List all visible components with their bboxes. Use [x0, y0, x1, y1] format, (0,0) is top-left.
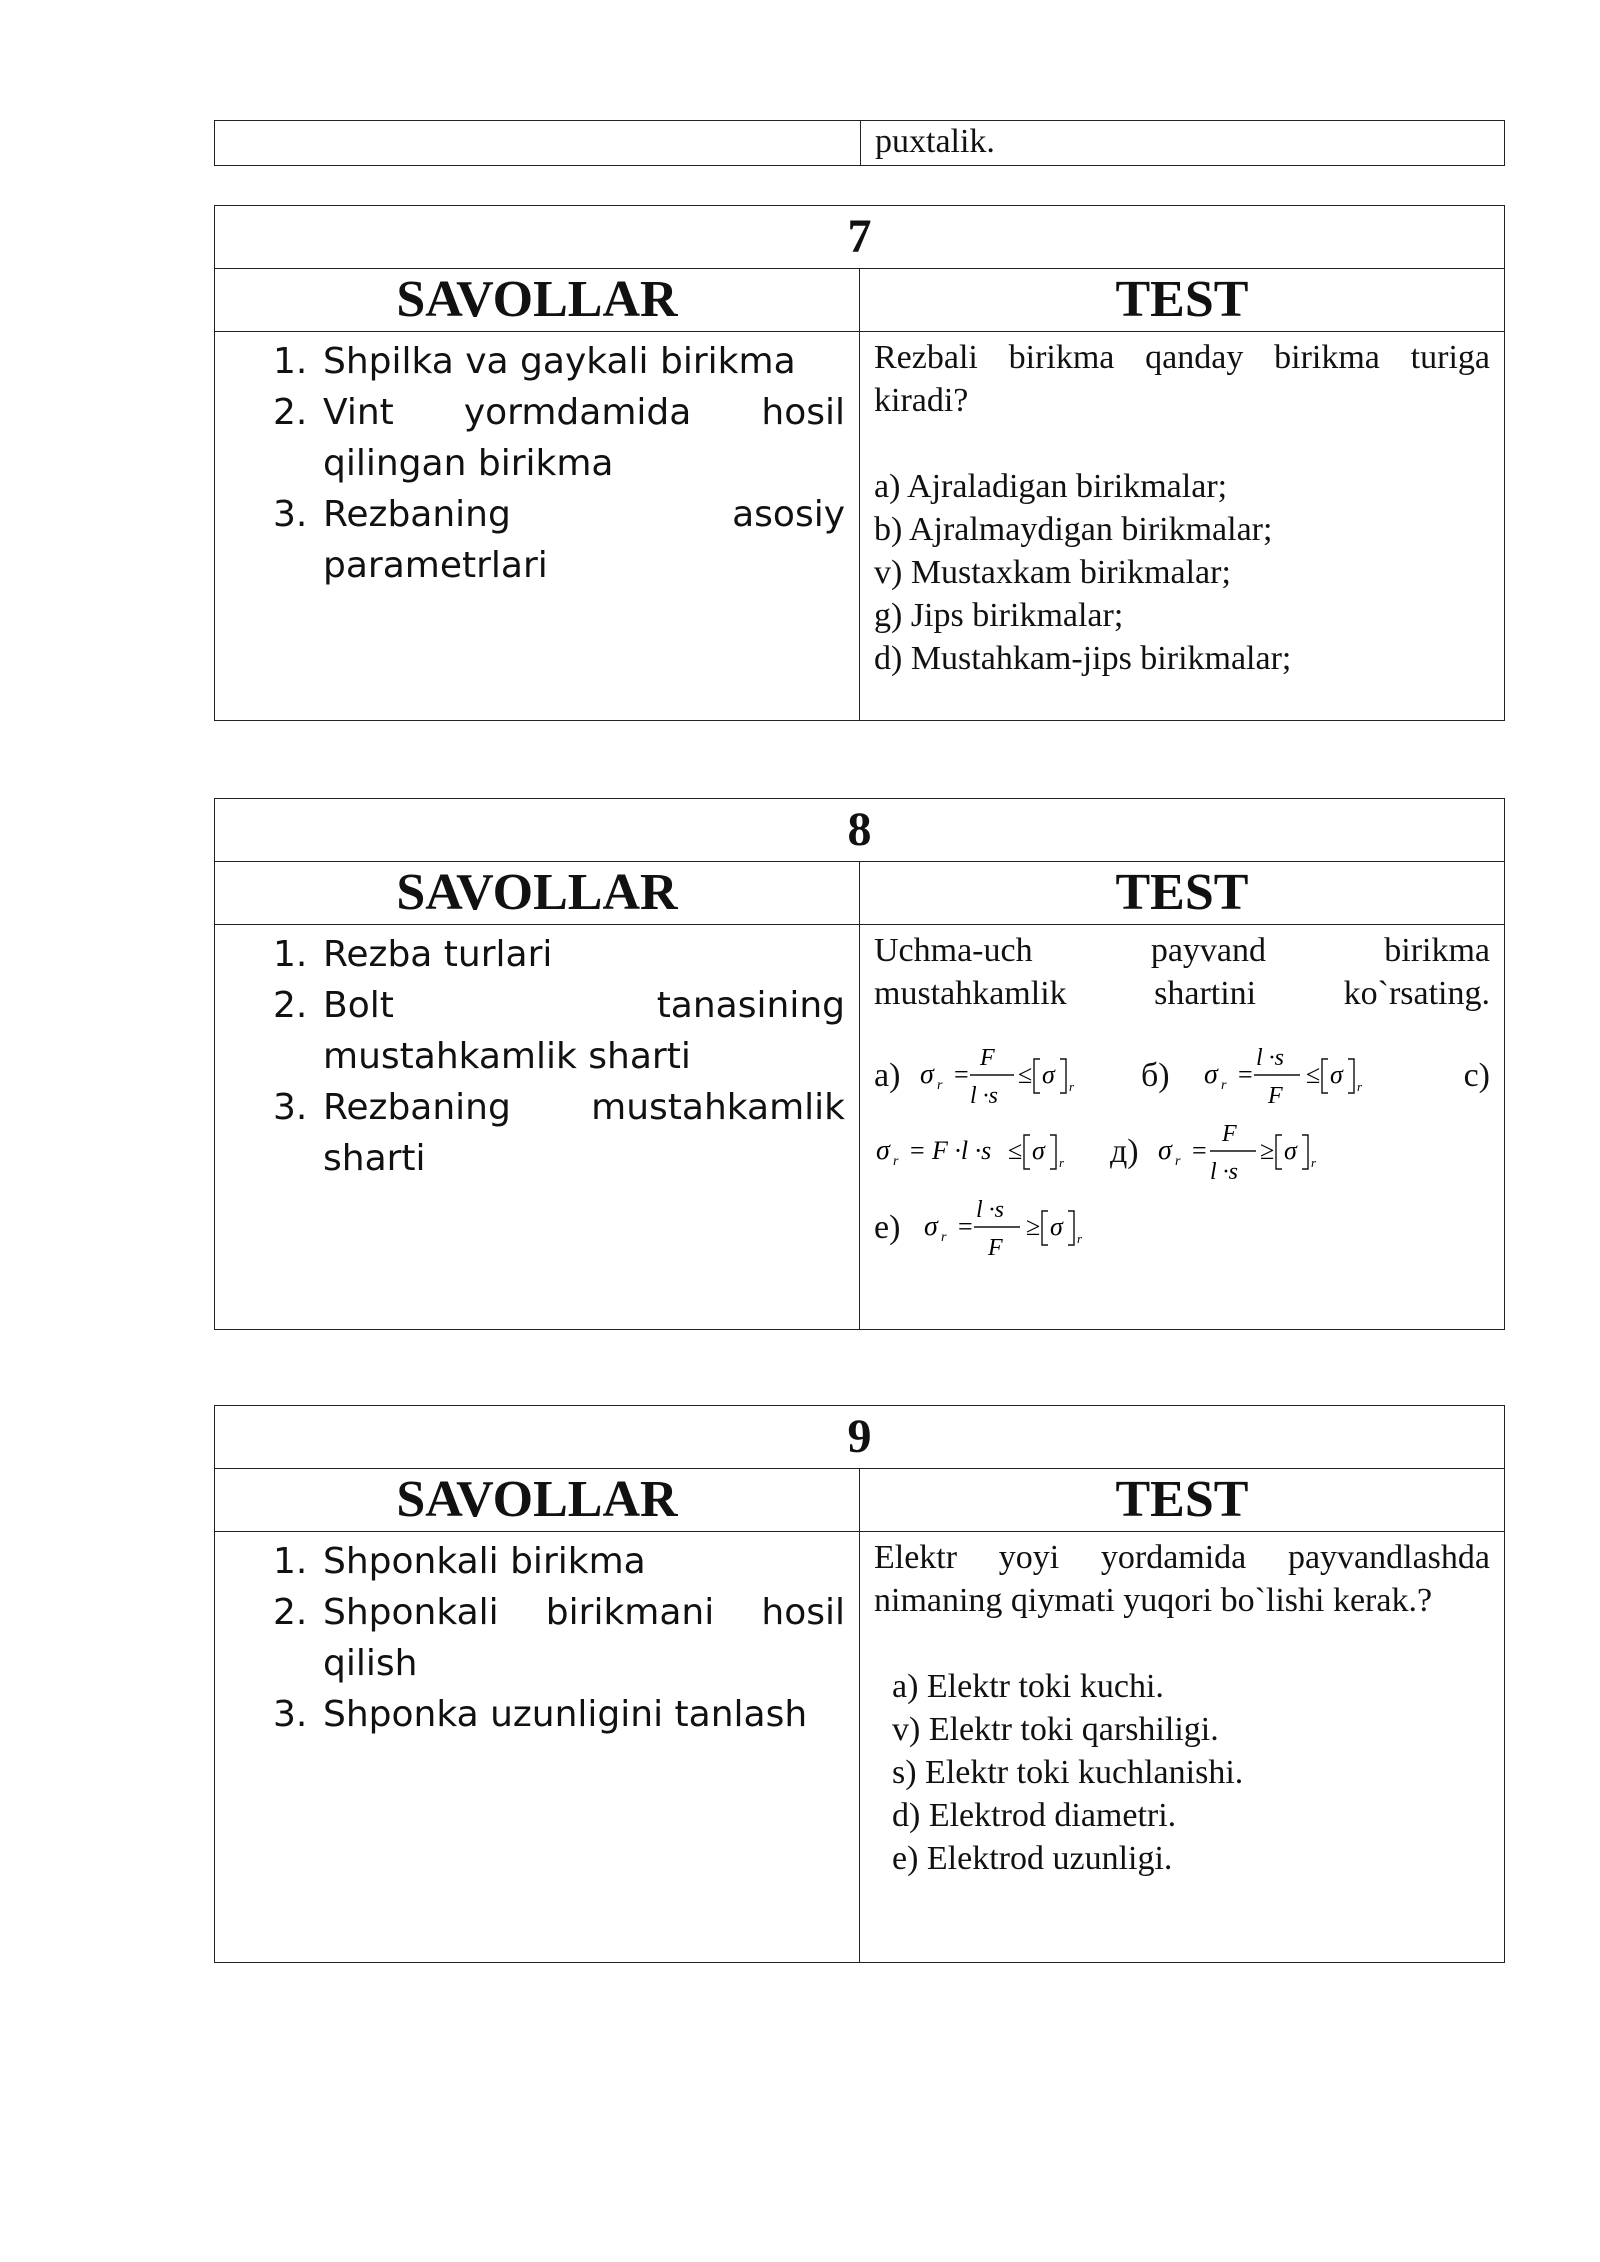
svg-text:F: F — [1222, 1121, 1237, 1147]
block-9-test-header: TEST — [860, 1469, 1505, 1532]
list-item: 1. Rezba turlari — [273, 934, 553, 975]
svg-text:r: r — [1069, 1079, 1075, 1094]
svg-text:l ·s: l ·s — [970, 1083, 999, 1109]
top-fragment-right-cell — [861, 121, 1505, 166]
block-9-table — [214, 1405, 1505, 1963]
block-9-options — [874, 1665, 1490, 1880]
svg-text:r: r — [1221, 1078, 1227, 1093]
svg-text:F: F — [988, 1235, 1003, 1261]
svg-text:σ: σ — [920, 1059, 934, 1090]
svg-text:σ: σ — [1204, 1059, 1218, 1090]
svg-text:F: F — [980, 1045, 995, 1071]
block-7-table — [214, 205, 1505, 721]
svg-text:l ·s: l ·s — [976, 1197, 1005, 1223]
block-7-number: 7 — [215, 206, 1505, 269]
svg-text:≥: ≥ — [1026, 1212, 1041, 1241]
block-7-options — [874, 465, 1490, 680]
option-item: g) Jips birikmalar; — [874, 597, 1124, 634]
svg-text:≥: ≥ — [1260, 1136, 1275, 1165]
list-item: 3. Rezbaning mustahkamlik sharti — [273, 1087, 845, 1179]
svg-text:=: = — [1192, 1136, 1207, 1165]
svg-text:l ·s: l ·s — [1210, 1159, 1239, 1185]
svg-text:σ: σ — [1050, 1212, 1063, 1241]
svg-text:=: = — [954, 1060, 969, 1089]
block-8-table — [214, 798, 1505, 1330]
svg-text:r: r — [1059, 1155, 1065, 1170]
formula-row-1 — [874, 1037, 1490, 1113]
option-label-c: c) — [1463, 1057, 1490, 1094]
svg-text:F: F — [1268, 1083, 1283, 1109]
block-9-test-cell — [860, 1532, 1505, 1963]
block-8-test-question-line1: Uchma-uch payvand birikma — [874, 932, 1490, 969]
svg-text:F ·l ·s: F ·l ·s — [932, 1136, 992, 1165]
list-item: 2. Bolt tanasining mustahkamlik sharti — [273, 985, 845, 1077]
svg-text:=: = — [1238, 1060, 1253, 1089]
option-item: v) Elektr toki qarshiligi. — [892, 1711, 1219, 1748]
formula-row-2 — [874, 1113, 1490, 1189]
option-item: a) Ajraladigan birikmalar; — [874, 468, 1228, 505]
svg-text:r: r — [1311, 1155, 1317, 1170]
option-item: b) Ajralmaydigan birikmalar; — [874, 511, 1273, 548]
top-fragment-table — [214, 120, 1505, 166]
block-8-question-list — [215, 925, 859, 1184]
block-8-test-header: TEST — [860, 862, 1505, 925]
option-label-e: e) — [874, 1209, 901, 1246]
list-item: 2. Shponkali birikmani hosil qilish — [273, 1592, 845, 1684]
block-9-questions-cell — [215, 1532, 860, 1963]
list-item: 1. Shponkali birikma — [273, 1541, 646, 1582]
svg-text:σ: σ — [1042, 1060, 1055, 1089]
option-item: v) Mustaxkam birikmalar; — [874, 554, 1231, 591]
svg-text:r: r — [893, 1154, 899, 1169]
block-7-questions-cell — [215, 332, 860, 721]
list-item: 2. Vint yormdamida hosil qilingan birikma — [273, 392, 845, 484]
block-7-test-header: TEST — [860, 269, 1505, 332]
block-7-test-cell — [860, 332, 1505, 721]
option-item: s) Elektr toki kuchlanishi. — [892, 1754, 1244, 1791]
svg-text:r: r — [1357, 1079, 1363, 1094]
svg-text:l ·s: l ·s — [1256, 1045, 1285, 1071]
option-item: d) Elektrod diametri. — [892, 1797, 1177, 1834]
formula-row-3 — [874, 1189, 1490, 1265]
block-9-question-list — [215, 1532, 859, 1740]
block-8-questions-cell — [215, 925, 860, 1330]
svg-text:σ: σ — [1284, 1136, 1297, 1165]
option-item: a) Elektr toki kuchi. — [892, 1668, 1164, 1705]
option-item: d) Mustahkam-jips birikmalar; — [874, 640, 1292, 677]
top-fragment-left-cell — [215, 121, 861, 166]
formula-d — [1156, 1113, 1331, 1189]
svg-text:σ: σ — [1158, 1135, 1172, 1166]
list-item: 3. Shponka uzunligini tanlash — [273, 1694, 808, 1735]
option-label-a: a) — [874, 1057, 901, 1094]
svg-text:r: r — [937, 1078, 943, 1093]
block-8-number: 8 — [215, 799, 1505, 862]
svg-text:σ: σ — [1330, 1060, 1343, 1089]
svg-text:=: = — [910, 1136, 925, 1165]
list-item: 3. Rezbaning asosiy parametrlari — [273, 494, 845, 586]
list-item: 1. Shpilka va gaykali birikma — [273, 341, 796, 382]
svg-text:≤: ≤ — [1306, 1060, 1321, 1089]
block-7-test-question: Rezbali birikma qanday birikma turiga kiradi? — [874, 339, 1490, 419]
svg-text:σ: σ — [1032, 1136, 1045, 1165]
block-8-test-cell — [860, 925, 1505, 1330]
svg-text:σ: σ — [924, 1211, 938, 1242]
block-7-question-list — [215, 332, 859, 591]
svg-text:=: = — [958, 1212, 973, 1241]
svg-text:σ: σ — [876, 1135, 890, 1166]
svg-text:r: r — [1077, 1231, 1083, 1246]
top-fragment-text: puxtalik. — [875, 123, 995, 160]
svg-text:r: r — [1175, 1154, 1181, 1169]
option-item: e) Elektrod uzunligi. — [892, 1840, 1173, 1877]
option-label-b: б) — [1141, 1057, 1170, 1094]
block-9-number: 9 — [215, 1406, 1505, 1469]
block-7-savollar-header: SAVOLLAR — [215, 269, 860, 332]
block-9-test-question: Elektr yoyi yordamida payvandlashda nimaning qiymati yuqori bo`lishi kerak.? — [874, 1539, 1490, 1619]
formula-e — [922, 1189, 1097, 1265]
svg-text:≤: ≤ — [1018, 1060, 1033, 1089]
svg-text:≤: ≤ — [1008, 1136, 1023, 1165]
formula-b — [1202, 1037, 1377, 1113]
formula-a — [918, 1037, 1088, 1113]
svg-text:r: r — [941, 1230, 947, 1245]
formula-c — [874, 1113, 1089, 1189]
block-8-test-question-line2: mustahkamlik shartini ko`rsating. — [874, 975, 1490, 1012]
option-label-d: д) — [1110, 1133, 1139, 1170]
block-9-savollar-header: SAVOLLAR — [215, 1469, 860, 1532]
block-8-savollar-header: SAVOLLAR — [215, 862, 860, 925]
